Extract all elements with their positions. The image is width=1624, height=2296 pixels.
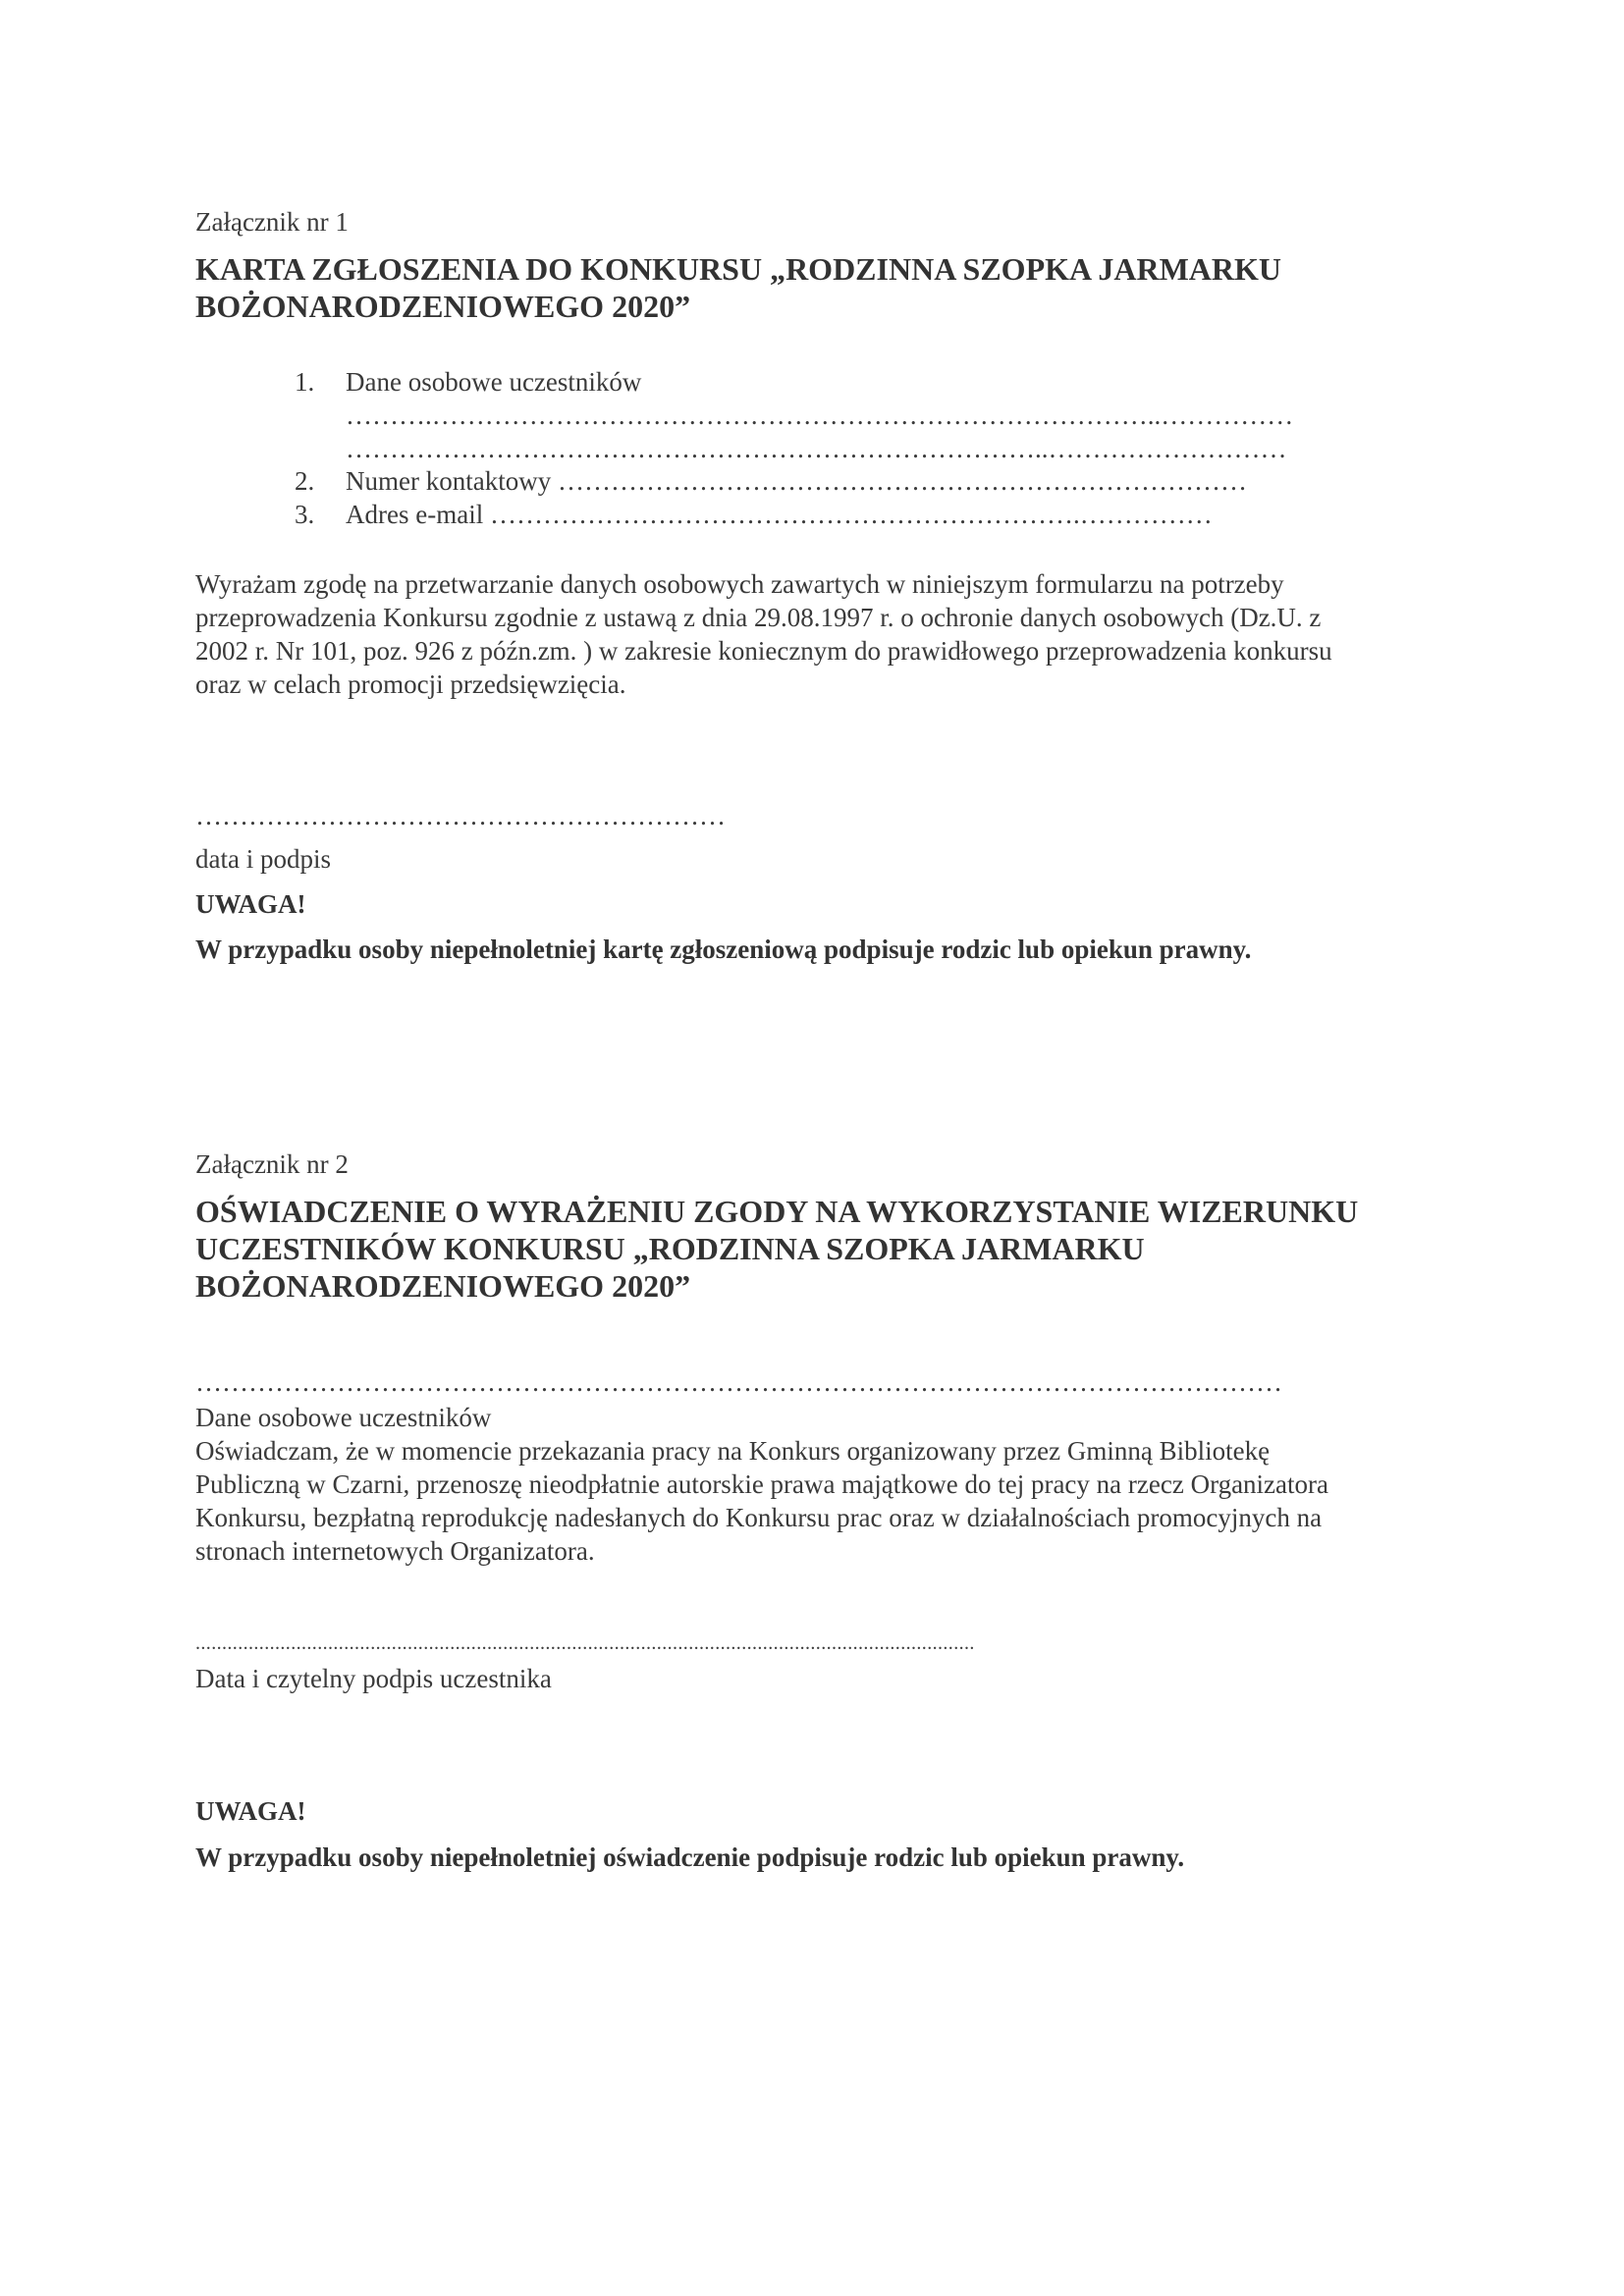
consent-line-3: 2002 r. Nr 101, poz. 926 z późn.zm. ) w zakresie koniecznym do prawidłowego przeprowadzenia konkursu xyxy=(195,636,1332,666)
annex2-title-line1: OŚWIADCZENIE O WYRAŻENIU ZGODY NA WYKORZYSTANIE WIZERUNKU xyxy=(195,1194,1359,1229)
list-item-3-number: 3. xyxy=(295,500,315,529)
list-item-1-label: Dane osobowe uczestników xyxy=(346,367,642,397)
annex1-warning-title: UWAGA! xyxy=(195,889,306,919)
annex2-signature-dots: ................................................................................................................................................... xyxy=(195,1632,975,1654)
list-item-2-label: Numer kontaktowy …………………………………………………………………… xyxy=(346,466,1247,496)
personal-data-dots-line2: ……………………………………………………………………..……………………… xyxy=(346,434,1287,463)
consent-paragraph xyxy=(195,567,1472,701)
annex2-label: Załącznik nr 2 xyxy=(195,1149,349,1179)
statement-line-2: Publiczną w Czarni, przenoszę nieodpłatnie autorskie prawa majątkowe do tej pracy na rzecz Organizatora xyxy=(195,1469,1328,1499)
statement-line-1: Oświadczam, że w momencie przekazania pracy na Konkurs organizowany przez Gminną Bibliotekę xyxy=(195,1436,1271,1466)
list-item-3-label: Adres e-mail ………………………………………………………….…………… xyxy=(346,500,1213,529)
annex1-label: Załącznik nr 1 xyxy=(195,207,349,237)
annex1-title-line1: KARTA ZGŁOSZENIA DO KONKURSU „RODZINNA SZOPKA JARMARKU xyxy=(195,251,1281,287)
consent-line-4: oraz w celach promocji przedsięwzięcia. xyxy=(195,669,626,699)
statement-line-3: Konkursu, bezpłatną reprodukcję nadesłanych do Konkursu prac oraz w działalnościach promocyjnych na xyxy=(195,1503,1323,1532)
list-item-2-number: 2. xyxy=(295,466,315,496)
consent-line-1: Wyrażam zgodę na przetwarzanie danych osobowych zawartych w niniejszym formularzu na potrzeby xyxy=(195,569,1284,599)
annex2-personal-label: Dane osobowe uczestników xyxy=(195,1403,492,1432)
annex2-warning-text: W przypadku osoby niepełnoletniej oświadczenie podpisuje rodzic lub opiekun prawny. xyxy=(195,1842,1185,1872)
annex2-title-line2: UCZESTNIKÓW KONKURSU „RODZINNA SZOPKA JARMARKU xyxy=(195,1231,1145,1266)
statement-paragraph xyxy=(195,1434,1472,1568)
annex1-signature-label: data i podpis xyxy=(195,844,331,874)
statement-line-4: stronach internetowych Organizatora. xyxy=(195,1536,595,1566)
consent-line-2: przeprowadzenia Konkursu zgodnie z ustawą z dnia 29.08.1997 r. o ochronie danych osobowych (Dz.U. z xyxy=(195,603,1322,632)
annex2-title-line3: BOŻONARODZENIOWEGO 2020” xyxy=(195,1268,691,1304)
list-item-1-number: 1. xyxy=(295,367,315,397)
annex2-dots-line: …………………………………………………………………………………………………………… xyxy=(195,1367,1282,1397)
personal-data-dots-line1: ……….………………………………………………………………………..…………… xyxy=(346,400,1294,430)
annex2-signature-label: Data i czytelny podpis uczestnika xyxy=(195,1664,552,1693)
annex1-warning-text: W przypadku osoby niepełnoletniej kartę zgłoszeniową podpisuje rodzic lub opiekun prawny. xyxy=(195,934,1252,964)
annex2-warning-title: UWAGA! xyxy=(195,1796,306,1826)
annex1-signature-dots: …………………………………………………… xyxy=(195,801,726,830)
annex1-title-line2: BOŻONARODZENIOWEGO 2020” xyxy=(195,289,691,324)
